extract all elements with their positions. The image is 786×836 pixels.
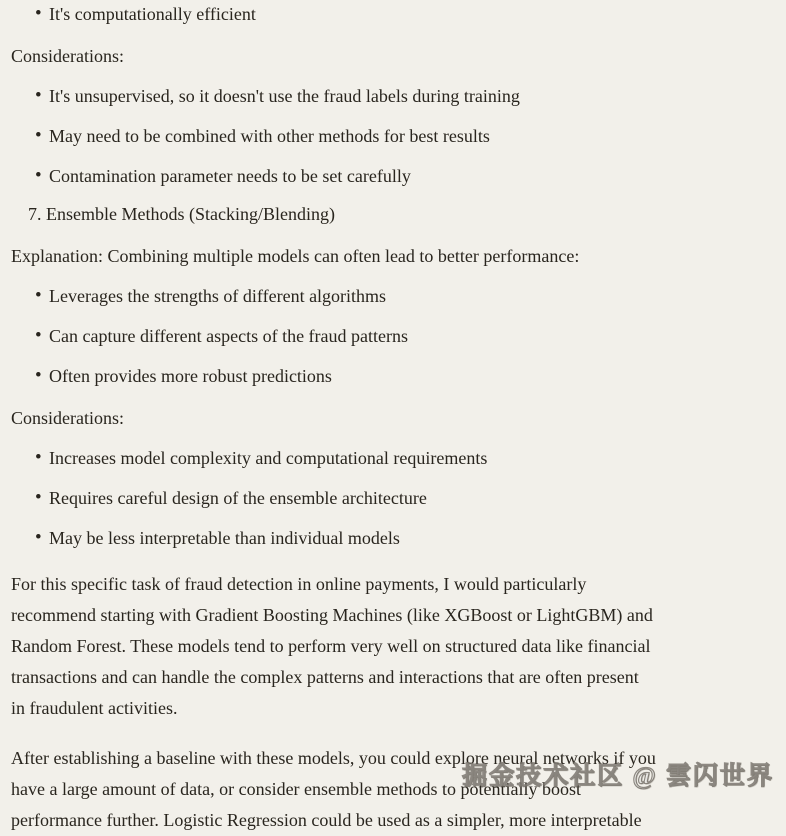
paragraph-line: After establishing a baseline with these models, you could explore neural networks if you [11,748,656,768]
explanation-heading: Explanation: Combining multiple models can often lead to better performance: [11,246,580,266]
list-item: • Increases model complexity and computational requirements [11,446,764,470]
recommendation-paragraph [11,569,764,724]
list-item: • It's computationally efficient [11,2,764,26]
list-item: • May need to be combined with other methods for best results [11,124,764,148]
list-item: • Requires careful design of the ensemble architecture [11,486,764,510]
site-watermark: 掘金技术社区 @ 雲闪世界 [462,763,774,790]
paragraph-line: recommend starting with Gradient Boosting Machines (like XGBoost or LightGBM) and [11,605,653,625]
list-item: • Can capture different aspects of the fraud patterns [11,324,764,348]
paragraph-line: For this specific task of fraud detection in online payments, I would particularly [11,574,587,594]
considerations-heading: Considerations: [11,46,124,66]
considerations-heading: Considerations: [11,408,124,428]
paragraph-line: have a large amount of data, or consider ensemble methods to potentially boost [11,779,582,799]
numbered-list-item: 7. Ensemble Methods (Stacking/Blending) [28,204,335,224]
paragraph-line: in fraudulent activities. [11,698,178,718]
list-item: • May be less interpretable than individual models [11,526,764,550]
list-item: • Often provides more robust predictions [11,364,764,388]
paragraph-line: transactions and can handle the complex patterns and interactions that are often present [11,667,639,687]
paragraph-line: Random Forest. These models tend to perform very well on structured data like financial [11,636,651,656]
list-item: • It's unsupervised, so it doesn't use the fraud labels during training [11,84,764,108]
list-item: • Leverages the strengths of different algorithms [11,284,764,308]
paragraph-line: performance further. Logistic Regression could be used as a simpler, more interpretable [11,810,642,830]
list-item: • Contamination parameter needs to be set carefully [11,164,764,188]
next-steps-paragraph [11,743,764,836]
